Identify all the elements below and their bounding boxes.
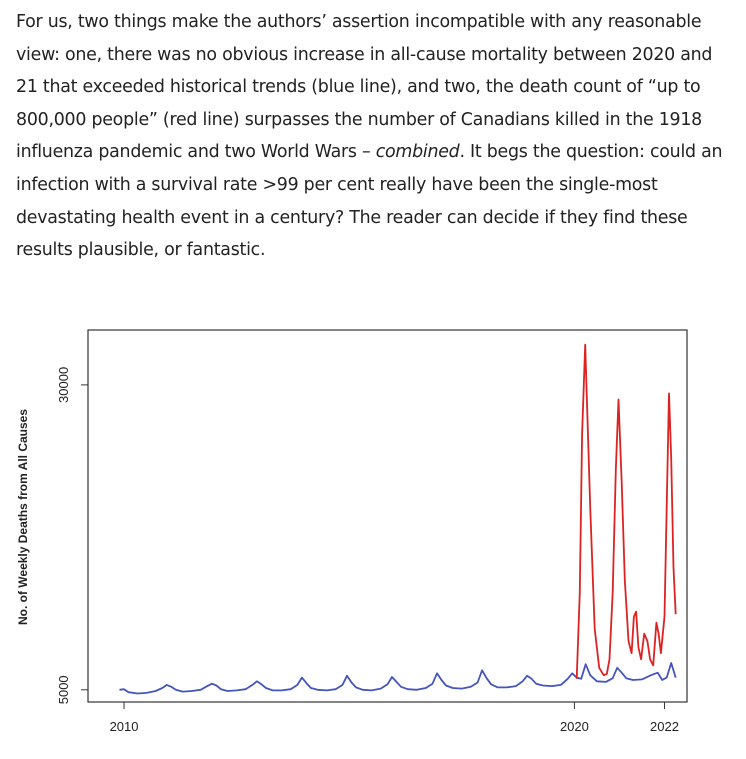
red-model-series-line [577, 345, 676, 679]
blue-observed-series-line [120, 663, 676, 694]
y-axis-label: No. of Weekly Deaths from All Causes [16, 408, 30, 626]
article-text-part2: . It begs the question: could an infection with a survival rate >99 per cent really have been the single-most devastating health event in a century? The reader can decide if they find these results plausible, or fantastic. [16, 142, 723, 261]
article-paragraph [16, 6, 728, 267]
mortality-chart-svg [0, 300, 746, 754]
mortality-chart [0, 300, 746, 754]
y-tick-label: 5000 [56, 675, 71, 705]
x-tick-label: 2010 [109, 719, 139, 734]
x-tick-label: 2022 [650, 719, 679, 734]
y-tick-label: 30000 [56, 366, 71, 403]
article-text-part1: For us, two things make the authors’ assertion incompatible with any reasonable view: one, there was no obvious increase in all-cause mortality between 2020 and 21 that exceeded historical trends (blue line), and two, the death count of “up to 800,000 people” (red line) surpasses the number of Canadians killed in the 1918 influenza pandemic and two World Wars – [16, 12, 713, 163]
x-tick-label: 2020 [559, 719, 589, 734]
article-text-emphasis: combined [375, 142, 460, 163]
